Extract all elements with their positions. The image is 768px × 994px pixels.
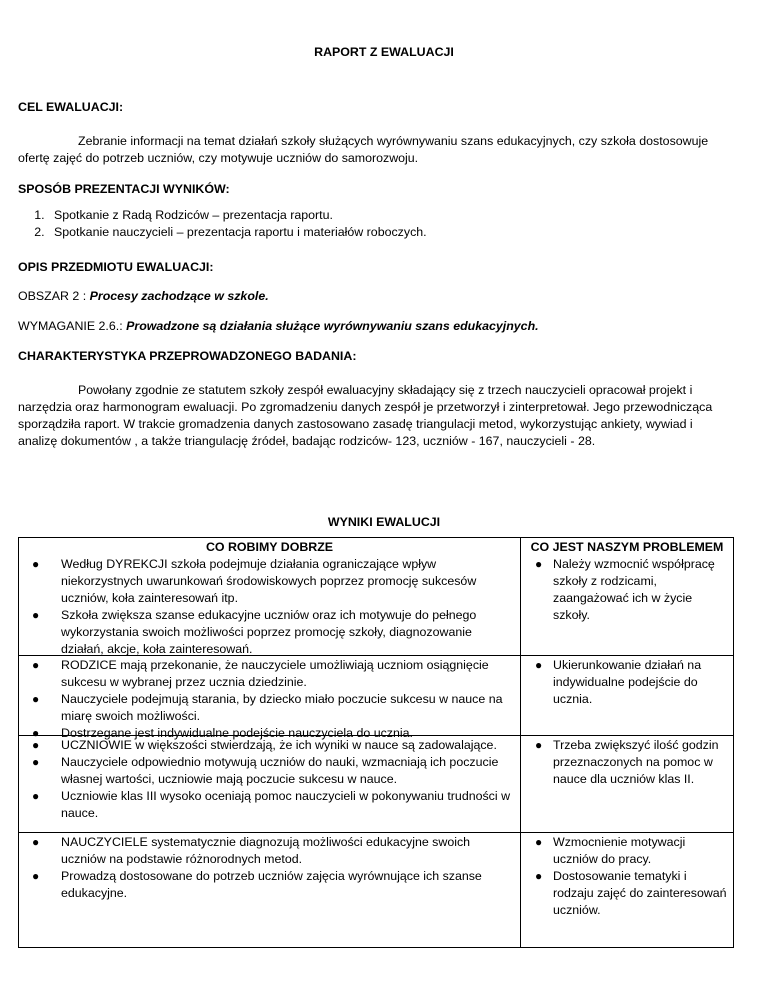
results-heading: WYNIKI EWALUCJI <box>327 515 441 529</box>
goal-text: Zebranie informacji na temat działań szkoły służących wyrównywaniu szans edukacyjnych, czy szkoła dostosowuje ofertę zajęć do potrzeb uczniów, czy motywuje uczniów do samorozwoju. <box>18 134 709 165</box>
bullet-icon: ● <box>535 557 543 571</box>
good-item: ● Uczniowie klas III wysoko oceniają pomoc nauczycieli w pokonywaniu trudności w nauce. <box>32 789 511 820</box>
bullet-icon: ● <box>32 726 40 740</box>
col-problem-header: CO JEST NASZYM PROBLEMEM <box>530 540 724 554</box>
bullet-icon: ● <box>32 835 40 849</box>
problem-item: ● Trzeba zwiększyć ilość godzin przeznaczonych na pomoc w nauce dla uczniów klas II. <box>535 738 719 786</box>
bullet-icon: ● <box>32 738 40 752</box>
problem-cell <box>521 656 734 735</box>
good-item: ● Szkoła zwiększa szanse edukacyjne uczniów oraz ich motywuje do pełnego wykorzystania swoich możliwości poprzez promocję szkoły, diagnozowanie działań, akcje, koła zainteresowań. <box>32 608 477 656</box>
problem-cell <box>521 833 734 947</box>
requirement-line <box>18 318 732 335</box>
problem-item: ● Dostosowanie tematyki i rodzaju zajęć do zainteresowań uczniów. <box>535 869 727 917</box>
table-row <box>19 538 734 656</box>
good-item: ● UCZNIOWIE w większości stwierdzają, że ich wyniki w nauce są zadowalające. <box>32 738 497 752</box>
good-cell <box>19 736 521 832</box>
requirement-label: WYMAGANIE 2.6.: <box>18 319 127 333</box>
document-title: RAPORT Z EWALUACJI <box>314 45 454 59</box>
bullet-icon: ● <box>32 557 40 571</box>
problem-cell <box>521 736 734 832</box>
requirement-value: Prowadzone są działania służące wyrównywaniu szans edukacyjnych. <box>126 319 539 333</box>
good-item: ● Prowadzą dostosowane do potrzeb uczniów zajęcia wyrównujące ich szanse edukacyjne. <box>32 869 482 900</box>
area-line <box>18 288 732 305</box>
bullet-icon: ● <box>32 608 40 622</box>
good-item: ● Nauczyciele podejmują starania, by dziecko miało poczucie sukcesu w nauce na miarę swoich możliwości. <box>32 692 503 723</box>
problem-item: ● Należy wzmocnić współpracę szkoły z rodzicami, zaangażować ich w życie szkoły. <box>535 557 715 622</box>
subject-heading: OPIS PRZEDMIOTU EWALUACJI: <box>18 260 214 274</box>
bullet-icon: ● <box>32 789 40 803</box>
table-row <box>19 833 734 948</box>
bullet-icon: ● <box>32 658 40 672</box>
good-item: ● NAUCZYCIELE systematycznie diagnozują możliwości edukacyjne swoich uczniów na podstawie różnorodnych metod. <box>32 835 471 866</box>
table-row <box>19 736 734 833</box>
bullet-icon: ● <box>32 869 40 883</box>
bullet-icon: ● <box>32 692 40 706</box>
goal-heading: CEL EWALUACJI: <box>18 100 124 114</box>
presentation-heading: SPOSÓB PREZENTACJI WYNIKÓW: <box>18 182 230 196</box>
presentation-item: 2. Spotkanie nauczycieli – prezentacja raportu i materiałów roboczych. <box>48 224 728 241</box>
area-value: Procesy zachodzące w szkole. <box>89 289 269 303</box>
bullet-icon: ● <box>535 738 543 752</box>
good-item: ● Nauczyciele odpowiednio motywują uczniów do nauki, wzmacniają ich poczucie własnej wartości, uczniowie mają poczucie sukcesu w nauce. <box>32 755 499 786</box>
bullet-icon: ● <box>32 755 40 769</box>
bullet-icon: ● <box>535 869 543 883</box>
presentation-list <box>18 207 728 241</box>
bullet-icon: ● <box>535 835 543 849</box>
problem-cell <box>521 538 734 655</box>
good-cell <box>19 538 521 655</box>
problem-item: ● Ukierunkowanie działań na indywidualne podejście do ucznia. <box>535 658 702 706</box>
good-item: ● Dostrzegane jest indywidualne podejście nauczyciela do ucznia. <box>32 726 413 740</box>
results-table <box>18 537 734 948</box>
table-row <box>19 656 734 740</box>
good-item: ● Według DYREKCJI szkoła podejmuje działania ograniczające wpływ niekorzystnych uwarunkowań środowiskowych poprzez promocję sukcesów uczniów, koła zainteresowań itp. <box>32 557 477 605</box>
problem-item: ● Wzmocnienie motywacji uczniów do pracy. <box>535 835 686 866</box>
study-heading: CHARAKTERYSTYKA PRZEPROWADZONEGO BADANIA: <box>18 349 357 363</box>
good-cell <box>19 833 521 947</box>
presentation-item: 1. Spotkanie z Radą Rodziców – prezentacja raportu. <box>48 207 728 224</box>
col-good-header: CO ROBIMY DOBRZE <box>205 540 334 554</box>
area-label: OBSZAR 2 : <box>18 289 90 303</box>
good-cell <box>19 656 521 740</box>
study-text: Powołany zgodnie ze statutem szkoły zespół ewaluacyjny składający się z trzech nauczycieli opracował projekt i narzędzia oraz harmonogram ewaluacji. Po zgromadzeniu danych zespół je przetworzył i zinterpretował. Jego przewodnicząca sporządziła raport. W trakcie gromadzenia danych zastosowano zasadę triangulacji metod, wykorzystując ankiety, wywiad i analizę dokumentów , a także triangulację źródeł, badając rodziców- 123, uczniów - 167, nauczycieli - 28. <box>18 383 713 448</box>
bullet-icon: ● <box>535 658 543 672</box>
good-item: ● RODZICE mają przekonanie, że nauczyciele umożliwiają uczniom osiągnięcie sukcesu w wybranej przez ucznia dziedzinie. <box>32 658 489 689</box>
